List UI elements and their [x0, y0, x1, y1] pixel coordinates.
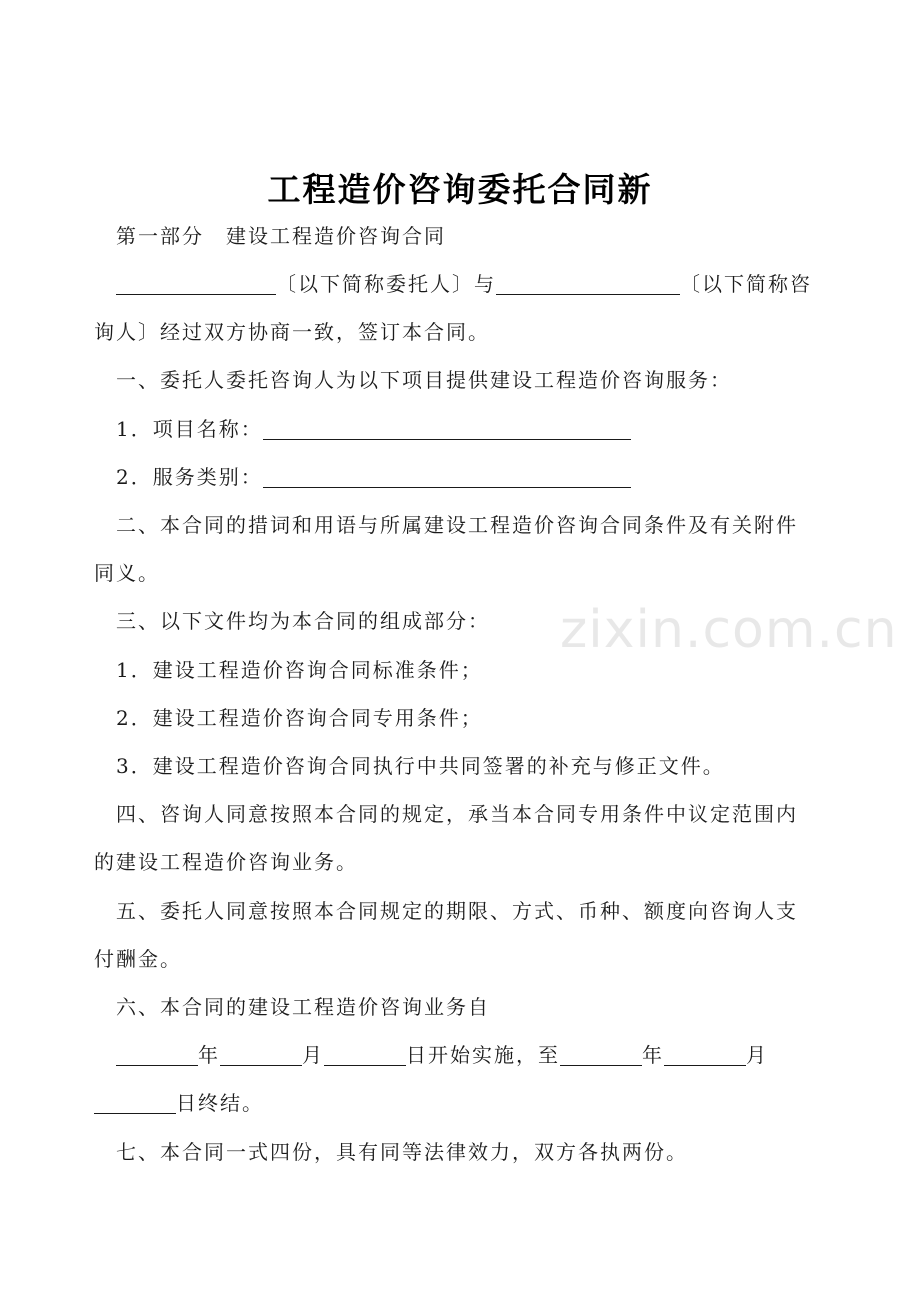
start-day-label: 日开始实施，至	[406, 1043, 560, 1067]
clause-5-line-1: 五、委托人同意按照本合同规定的期限、方式、币种、额度向咨询人支	[116, 899, 798, 923]
end-day-blank[interactable]	[94, 1093, 176, 1114]
start-month-label: 月	[302, 1043, 324, 1067]
clause-6-line-1: 六、本合同的建设工程造价咨询业务自	[116, 995, 490, 1019]
clause-4-line-2: 的建设工程造价咨询业务。	[94, 850, 358, 874]
clause-5-line-2: 付酬金。	[94, 947, 182, 971]
clause-1: 一、委托人委托咨询人为以下项目提供建设工程造价咨询服务：	[116, 368, 732, 392]
clause-3: 三、以下文件均为本合同的组成部分：	[116, 609, 490, 633]
service-type-blank[interactable]	[263, 467, 631, 488]
end-day-label: 日终结。	[176, 1091, 264, 1115]
project-name-label: 1．项目名称：	[116, 417, 263, 441]
service-type-row	[116, 463, 631, 491]
start-year-label: 年	[198, 1043, 220, 1067]
doc-list-item-3: 3．建设工程造价咨询合同执行中共同签署的补充与修正文件。	[116, 754, 725, 778]
start-day-blank[interactable]	[324, 1045, 406, 1066]
intro-line-1	[116, 270, 812, 298]
part-heading: 第一部分 建设工程造价咨询合同	[116, 224, 446, 248]
consultant-name-blank[interactable]	[496, 274, 680, 295]
clause-6-end-row	[94, 1089, 264, 1117]
end-month-label: 月	[746, 1043, 768, 1067]
clause-2-line-1: 二、本合同的措词和用语与所属建设工程造价咨询合同条件及有关附件	[116, 513, 798, 537]
intro-text-1: 〔以下简称委托人〕与	[276, 272, 496, 296]
project-name-blank[interactable]	[263, 419, 631, 440]
end-year-label: 年	[642, 1043, 664, 1067]
service-type-label: 2．服务类别：	[116, 465, 263, 489]
doc-list-item-2: 2．建设工程造价咨询合同专用条件；	[116, 706, 483, 730]
clause-6-date-row	[116, 1041, 768, 1069]
start-month-blank[interactable]	[220, 1045, 302, 1066]
client-name-blank[interactable]	[116, 274, 276, 295]
intro-text-2: 〔以下简称咨	[680, 272, 812, 296]
clause-7: 七、本合同一式四份，具有同等法律效力，双方各执两份。	[116, 1140, 688, 1164]
watermark: zixin.com.cn	[560, 600, 898, 660]
clause-2-line-2: 同义。	[94, 561, 160, 585]
end-month-blank[interactable]	[664, 1045, 746, 1066]
start-year-blank[interactable]	[116, 1045, 198, 1066]
document-title: 工程造价咨询委托合同新	[267, 170, 653, 209]
intro-line-2: 询人〕经过双方协商一致，签订本合同。	[94, 320, 490, 344]
doc-list-item-1: 1．建设工程造价咨询合同标准条件；	[116, 658, 483, 682]
clause-4-line-1: 四、咨询人同意按照本合同的规定，承当本合同专用条件中议定范围内	[116, 802, 798, 826]
project-name-row	[116, 415, 631, 443]
end-year-blank[interactable]	[560, 1045, 642, 1066]
